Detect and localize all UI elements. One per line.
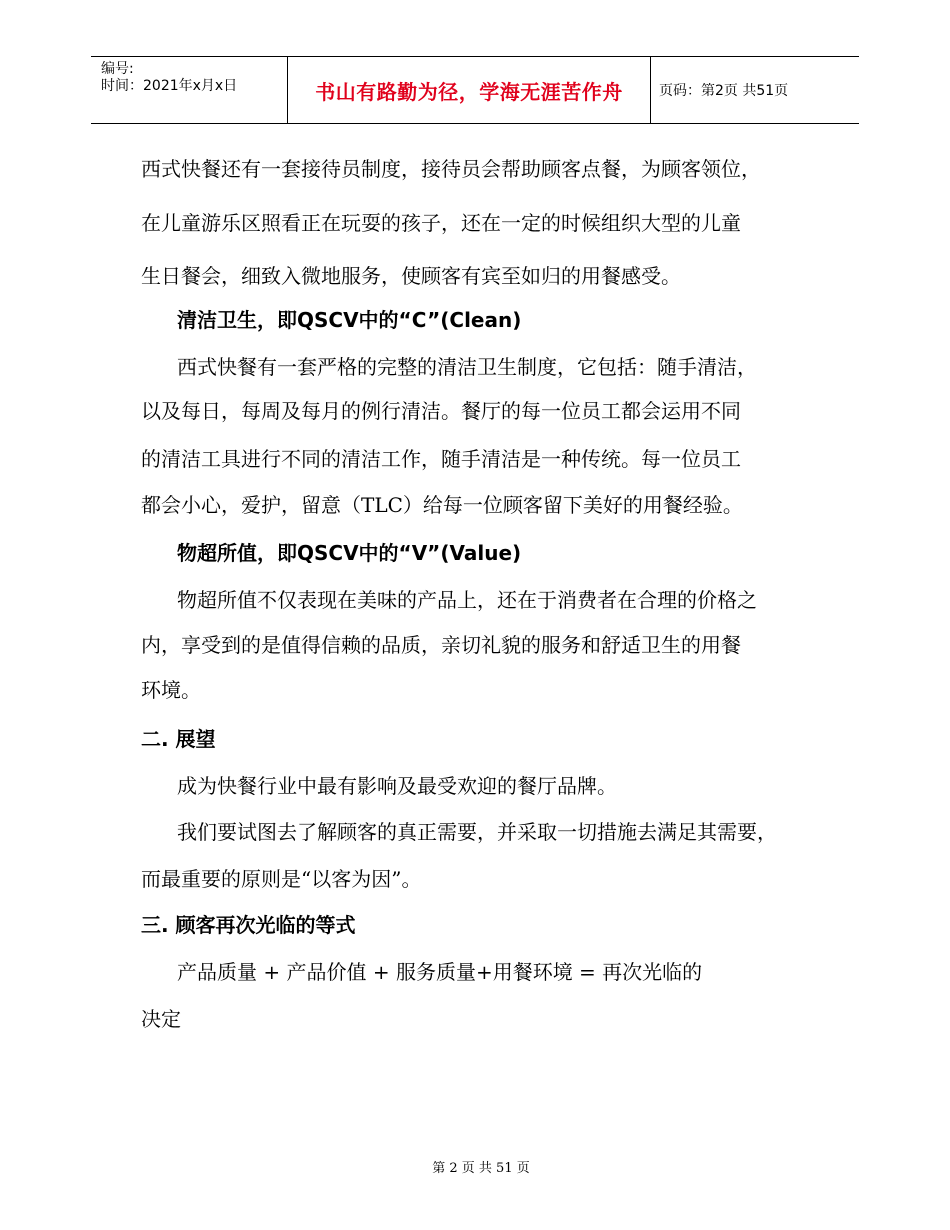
paragraph-line: 而最重要的原则是“以客为因”。	[141, 867, 422, 891]
section-heading-equation: 三. 顾客再次光临的等式	[141, 913, 356, 937]
paragraph-line: 西式快餐有一套严格的完整的清洁卫生制度，它包括：随手清洁，	[177, 355, 757, 379]
header-page-info: 页码：第2页 共51页	[659, 83, 789, 99]
paragraph-line: 内，享受到的是值得信赖的品质，亲切礼貌的服务和舒适卫生的用餐	[141, 633, 741, 657]
footer-page-number: 第 2 页 共 51 页	[432, 1161, 530, 1176]
paragraph-line: 成为快餐行业中最有影响及最受欢迎的餐厅品牌。	[177, 774, 617, 798]
paragraph-line: 以及每日，每周及每月的例行清洁。餐厅的每一位员工都会运用不同	[141, 399, 741, 423]
paragraph-line: 的清洁工具进行不同的清洁工作，随手清洁是一种传统。每一位员工	[141, 447, 741, 471]
header-motto-cell	[287, 57, 651, 123]
paragraph-line: 都会小心，爱护，留意（TLC）给每一位顾客留下美好的用餐经验。	[141, 493, 743, 517]
section-heading-outlook: 二. 展望	[141, 727, 216, 751]
paragraph-line: 物超所值不仅表现在美味的产品上，还在于消费者在合理的价格之	[177, 588, 757, 612]
paragraph-line: 我们要试图去了解顾客的真正需要，并采取一切措施去满足其需要，	[177, 820, 777, 844]
document-number-label: 编号:	[101, 61, 134, 77]
page-header	[91, 56, 859, 124]
equation-line: 产品质量 + 产品价值 + 服务质量+用餐环境 = 再次光临的	[177, 960, 703, 984]
header-page-cell	[650, 57, 859, 123]
paragraph-line: 在儿童游乐区照看正在玩耍的孩子，还在一定的时候组织大型的儿童	[141, 211, 741, 235]
header-meta-cell	[91, 57, 287, 123]
section-heading-value: 物超所值，即QSCV中的“V”(Value)	[177, 541, 522, 565]
paragraph-line: 生日餐会，细致入微地服务，使顾客有宾至如归的用餐感受。	[141, 264, 681, 288]
paragraph-line: 环境。	[141, 678, 201, 702]
header-motto: 书山有路勤为径，学海无涯苦作舟	[315, 79, 623, 104]
section-heading-clean: 清洁卫生，即QSCV中的“C”(Clean)	[177, 308, 522, 332]
page-footer	[0, 1157, 950, 1176]
paragraph-line: 西式快餐还有一套接待员制度，接待员会帮助顾客点餐，为顾客领位，	[141, 157, 761, 181]
document-time-label: 时间：2021年x月x日	[101, 78, 238, 94]
paragraph-line: 决定	[141, 1007, 181, 1031]
